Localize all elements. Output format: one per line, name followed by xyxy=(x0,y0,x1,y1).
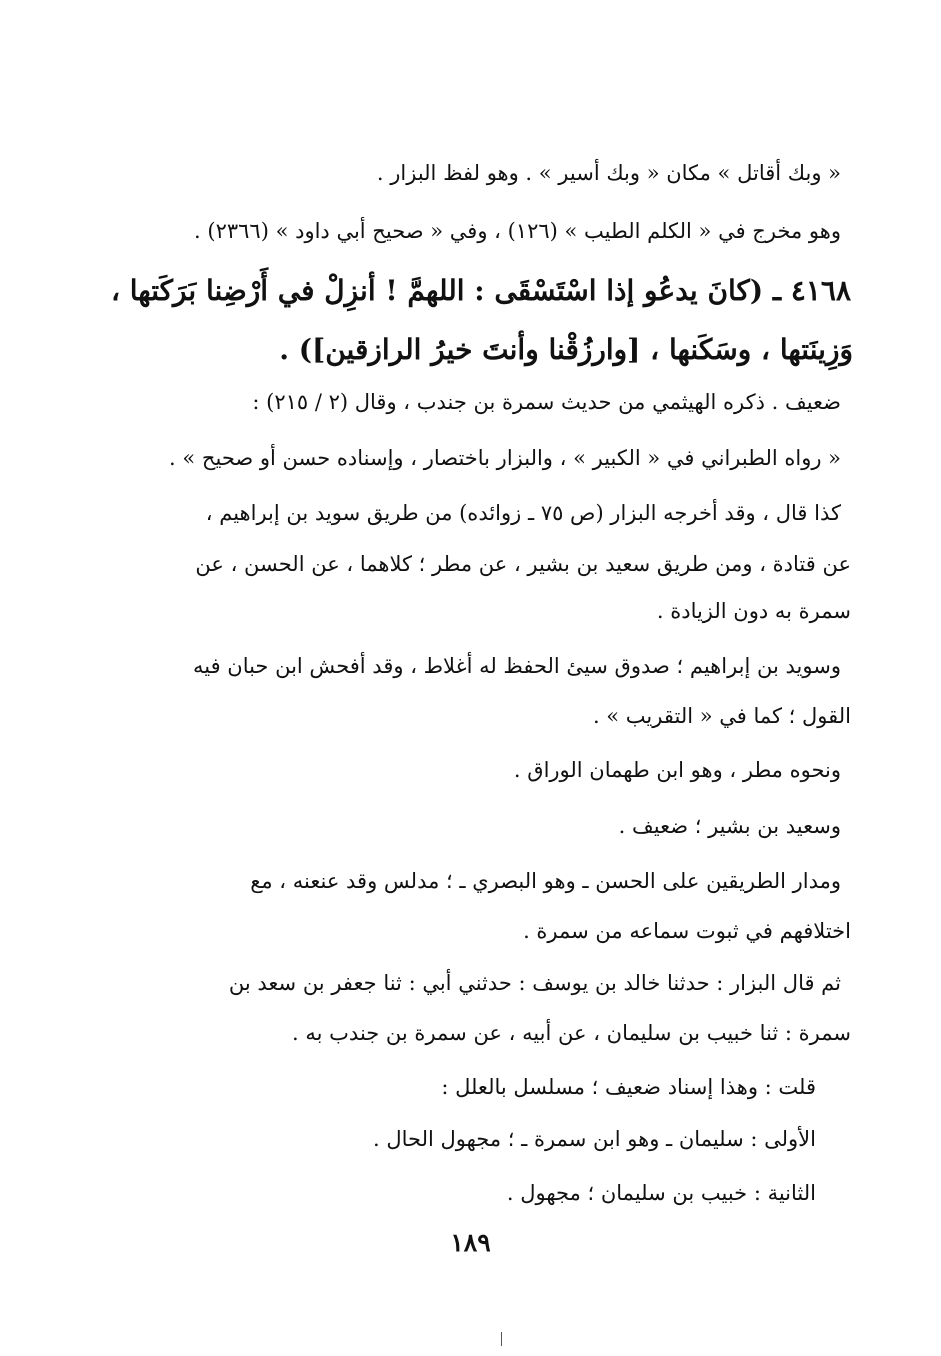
text-line-16: ثم قال البزار : حدثنا خالد بن يوسف : حدثني أبي : ثنا جعفر بن سعد بن xyxy=(228,971,841,995)
text-line-6: « رواه الطبراني في « الكبير » ، والبزار باختصار ، وإسناده حسن أو صحيح » . xyxy=(169,446,841,470)
text-line-2: وهو مخرج في « الكلم الطيب » (١٢٦) ، وفي « صحيح أبي داود » (٢٣٦٦) . xyxy=(194,219,841,243)
text-line-15: اختلافهم في ثبوت سماعه من سمرة . xyxy=(523,919,851,943)
text-line-8: عن قتادة ، ومن طريق سعيد بن بشير ، عن مطر ؛ كلاهما ، عن الحسن ، عن xyxy=(195,552,851,576)
text-line-12: ونحوه مطر ، وهو ابن طهمان الوراق . xyxy=(513,758,841,782)
text-line-1: « وبك أقاتل » مكان « وبك أسير » . وهو لفظ البزار . xyxy=(376,161,841,185)
text-line-17: سمرة : ثنا خبيب بن سليمان ، عن أبيه ، عن سمرة بن جندب به . xyxy=(292,1021,851,1045)
text-line-9: سمرة به دون الزيادة . xyxy=(656,599,851,623)
scan-mark xyxy=(501,1332,502,1346)
text-line-18: قلت : وهذا إسناد ضعيف ؛ مسلسل بالعلل : xyxy=(441,1075,816,1099)
text-line-13: وسعيد بن بشير ؛ ضعيف . xyxy=(618,814,841,838)
text-line-10: وسويد بن إبراهيم ؛ صدوق سيئ الحفظ له أغلاط ، وقد أفحش ابن حبان فيه xyxy=(192,654,841,678)
text-line-5: ضعيف . ذكره الهيثمي من حديث سمرة بن جندب ، وقال (٢ / ٢١٥) : xyxy=(252,390,841,414)
hadith-line-2: وَزِينَتها ، وسَكَنها ، [وارزُقْنا وأنتَ خيرُ الرازقين]) . xyxy=(279,333,853,366)
text-line-11: القول ؛ كما في « التقريب » . xyxy=(592,704,851,728)
text-line-14: ومدار الطريقين على الحسن ـ وهو البصري ـ ؛ مدلس وقد عنعنه ، مع xyxy=(250,869,841,893)
hadith-line-1: ٤١٦٨ ـ (كانَ يدعُو إذا اسْتَسْقَى : اللهمَّ ! أنزِلْ في أَرْضِنا بَرَكَتها ، xyxy=(110,274,851,307)
text-line-20: الثانية : خبيب بن سليمان ؛ مجهول . xyxy=(506,1181,816,1205)
text-line-19: الأولى : سليمان ـ وهو ابن سمرة ـ ؛ مجهول الحال . xyxy=(373,1127,816,1151)
text-line-7: كذا قال ، وقد أخرجه البزار (ص ٧٥ ـ زوائده) من طريق سويد بن إبراهيم ، xyxy=(205,501,841,525)
page-number: ١٨٩ xyxy=(450,1228,491,1257)
